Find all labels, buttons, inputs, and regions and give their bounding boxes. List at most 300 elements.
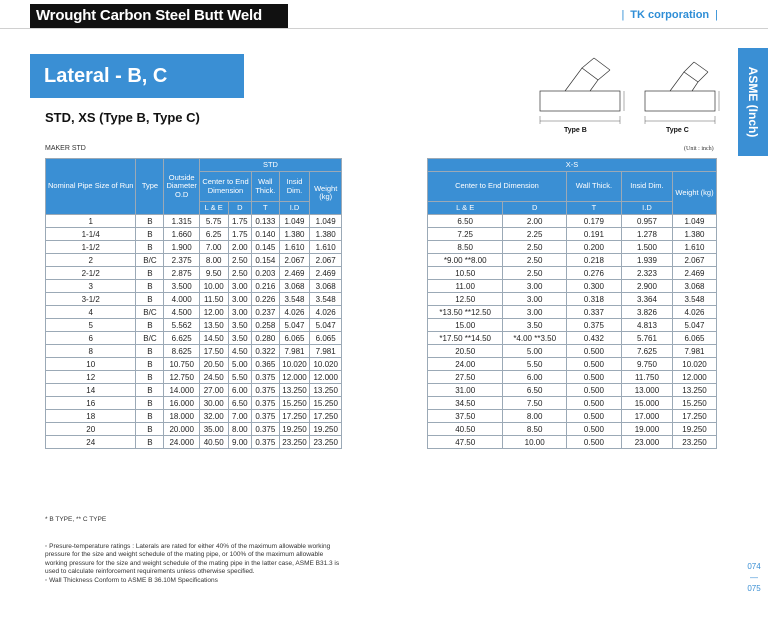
table-cell: 5.00 — [228, 358, 252, 371]
table-cell: 2.50 — [228, 267, 252, 280]
table-row — [46, 241, 342, 254]
table-cell: 10.020 — [279, 358, 310, 371]
table-cell: 20 — [46, 423, 136, 436]
table-cell: 6.625 — [164, 332, 199, 345]
table-cell: 8.50 — [503, 423, 567, 436]
table-cell: 0.337 — [566, 306, 621, 319]
table-cell: B — [136, 358, 164, 371]
table-cell: B — [136, 215, 164, 228]
table-cell: 5.00 — [503, 345, 567, 358]
maker-label: MAKER STD — [45, 145, 86, 152]
table-cell: 3.00 — [503, 306, 567, 319]
table-cell: 1.049 — [673, 215, 717, 228]
table-cell: 7.625 — [621, 345, 672, 358]
table-row — [428, 358, 717, 371]
table-cell: B — [136, 410, 164, 423]
table-cell: *17.50 **14.50 — [428, 332, 503, 345]
type-b-label: Type B — [564, 127, 587, 134]
table-cell: 0.375 — [252, 436, 280, 449]
table-cell: 0.500 — [566, 397, 621, 410]
table-cell: 8.00 — [503, 410, 567, 423]
table-cell: 3.548 — [310, 293, 342, 306]
page-number-right: 075 — [747, 583, 761, 593]
header-insid: Insid Dim. — [279, 172, 310, 202]
table-cell: 12.50 — [428, 293, 503, 306]
header-center: Center to End Dimension — [199, 172, 251, 202]
table-cell: 19.250 — [310, 423, 342, 436]
header-std: STD — [199, 159, 341, 172]
table-cell: 14 — [46, 384, 136, 397]
table-cell: 10.00 — [199, 280, 228, 293]
document-banner — [30, 4, 288, 48]
table-cell: B — [136, 241, 164, 254]
table-cell: *9.00 **8.00 — [428, 254, 503, 267]
table-cell: 4.026 — [673, 306, 717, 319]
table-cell: 12.000 — [673, 371, 717, 384]
header-od: Outside Diameter O.D — [164, 159, 199, 215]
asme-side-tab — [738, 48, 768, 156]
table-cell: 3.068 — [279, 280, 310, 293]
remarks-block — [45, 543, 345, 585]
table-row — [428, 436, 717, 449]
table-cell: 6.065 — [310, 332, 342, 345]
table-row — [428, 397, 717, 410]
table-cell: 27.00 — [199, 384, 228, 397]
table-cell: 0.145 — [252, 241, 280, 254]
section-title-text: Lateral - B, C — [44, 65, 168, 87]
table-cell: 0.276 — [566, 267, 621, 280]
unit-note: (Unit : inch) — [684, 146, 714, 152]
table-row — [428, 228, 717, 241]
table-cell: B — [136, 267, 164, 280]
table-cell: 4.026 — [279, 306, 310, 319]
table-cell: 18.000 — [164, 410, 199, 423]
type-b-drawing — [540, 58, 624, 124]
table-cell: 0.154 — [252, 254, 280, 267]
table-cell: 15.00 — [428, 319, 503, 332]
table-cell: 23.000 — [621, 436, 672, 449]
table-cell: 0.300 — [566, 280, 621, 293]
table-cell: 4 — [46, 306, 136, 319]
std-table — [45, 158, 342, 449]
remark-pressure: ◦ Presure-temperature ratings : Laterals are rated for either 40% of the maximum allowable working pressure for the size and weight schedule of the mating pipe, or 100% of the maximum allowable working pressure for the size and weight schedule of the mating pipe in the latter case, ASME B31.3 is used to calculate reinforcement requirements unless otherwise specified. — [45, 543, 340, 576]
table-cell: 13.250 — [279, 384, 310, 397]
table-cell: 6.00 — [228, 384, 252, 397]
table-cell: 5.047 — [310, 319, 342, 332]
table-row — [428, 306, 717, 319]
table-cell: 3.364 — [621, 293, 672, 306]
table-cell: 1.315 — [164, 215, 199, 228]
xs-header-weight: Weight (kg) — [673, 172, 717, 215]
table-cell: 24 — [46, 436, 136, 449]
header-weight: Weight (kg) — [310, 172, 342, 215]
table-cell: 0.500 — [566, 410, 621, 423]
table-cell: 1.610 — [279, 241, 310, 254]
table-cell: 34.50 — [428, 397, 503, 410]
section-title — [30, 54, 244, 98]
table-row — [428, 293, 717, 306]
table-row — [46, 371, 342, 384]
header-wall: Wall Thick. — [252, 172, 280, 202]
table-row — [46, 332, 342, 345]
table-cell: 13.250 — [310, 384, 342, 397]
table-row — [46, 306, 342, 319]
table-cell: 10.020 — [673, 358, 717, 371]
table-cell: 8 — [46, 345, 136, 358]
table-cell: 0.500 — [566, 384, 621, 397]
table-cell: 6.065 — [673, 332, 717, 345]
table-cell: *4.00 **3.50 — [503, 332, 567, 345]
table-cell: 10.50 — [428, 267, 503, 280]
table-cell: 2.900 — [621, 280, 672, 293]
table-cell: 0.500 — [566, 345, 621, 358]
table-cell: 1.049 — [310, 215, 342, 228]
table-cell: 0.500 — [566, 371, 621, 384]
table-cell: 6.50 — [503, 384, 567, 397]
table-cell: 0.432 — [566, 332, 621, 345]
table-cell: 7.50 — [503, 397, 567, 410]
table-cell: B — [136, 319, 164, 332]
table-row — [428, 215, 717, 228]
table-cell: 0.226 — [252, 293, 280, 306]
table-cell: 0.191 — [566, 228, 621, 241]
xs-header-id: I.D — [621, 202, 672, 215]
xs-header-center: Center to End Dimension — [428, 172, 567, 202]
page-dash: — — [750, 572, 758, 582]
table-cell: 1.939 — [621, 254, 672, 267]
header-d: D — [228, 202, 252, 215]
std-table-body — [46, 215, 342, 449]
table-cell: 11.00 — [428, 280, 503, 293]
table-row — [46, 397, 342, 410]
table-cell: 0.140 — [252, 228, 280, 241]
table-cell: 17.250 — [310, 410, 342, 423]
table-cell: 9.750 — [621, 358, 672, 371]
lateral-diagram — [520, 46, 750, 136]
divider-left: | — [621, 9, 625, 21]
table-cell: 3.50 — [228, 319, 252, 332]
table-cell: 15.000 — [621, 397, 672, 410]
xs-header-insid: Insid Dim. — [621, 172, 672, 202]
table-cell: 2.323 — [621, 267, 672, 280]
table-cell: 0.375 — [252, 423, 280, 436]
table-cell: 14.000 — [164, 384, 199, 397]
table-cell: 2.50 — [503, 241, 567, 254]
table-cell: 8.625 — [164, 345, 199, 358]
table-cell: 23.250 — [279, 436, 310, 449]
table-cell: 1-1/4 — [46, 228, 136, 241]
table-row — [46, 345, 342, 358]
table-cell: B — [136, 280, 164, 293]
table-cell: 10.00 — [503, 436, 567, 449]
table-cell: 7.00 — [228, 410, 252, 423]
table-cell: 7.25 — [428, 228, 503, 241]
table-cell: 5.047 — [279, 319, 310, 332]
table-cell: 14.50 — [199, 332, 228, 345]
table-cell: 5.761 — [621, 332, 672, 345]
table-cell: 2.00 — [228, 241, 252, 254]
table-cell: 7.981 — [310, 345, 342, 358]
table-cell: 11.750 — [621, 371, 672, 384]
table-cell: 6 — [46, 332, 136, 345]
table-cell: B — [136, 371, 164, 384]
table-cell: 37.50 — [428, 410, 503, 423]
table-cell: 1.900 — [164, 241, 199, 254]
table-cell: 2.50 — [503, 254, 567, 267]
table-cell: 3.50 — [503, 319, 567, 332]
table-cell: 9.00 — [228, 436, 252, 449]
table-cell: 0.365 — [252, 358, 280, 371]
table-cell: 2-1/2 — [46, 267, 136, 280]
table-cell: 31.00 — [428, 384, 503, 397]
table-cell: 23.250 — [673, 436, 717, 449]
table-cell: 30.00 — [199, 397, 228, 410]
table-cell: 6.065 — [279, 332, 310, 345]
table-cell: B/C — [136, 306, 164, 319]
table-cell: 3.50 — [228, 332, 252, 345]
table-row — [46, 319, 342, 332]
table-cell: 5.562 — [164, 319, 199, 332]
table-row — [46, 358, 342, 371]
table-cell: 20.50 — [199, 358, 228, 371]
divider-right: | — [715, 9, 718, 21]
table-cell: 5.50 — [503, 358, 567, 371]
table-cell: 10.750 — [164, 358, 199, 371]
table-row — [428, 267, 717, 280]
table-cell: 16 — [46, 397, 136, 410]
table-cell: 3.500 — [164, 280, 199, 293]
table-cell: 0.375 — [252, 384, 280, 397]
table-cell: 2.00 — [503, 215, 567, 228]
table-cell: 15.250 — [310, 397, 342, 410]
table-cell: 2.067 — [673, 254, 717, 267]
table-cell: 24.50 — [199, 371, 228, 384]
table-cell: 2.50 — [503, 267, 567, 280]
table-cell: 13.50 — [199, 319, 228, 332]
table-cell: 0.200 — [566, 241, 621, 254]
table-cell: 0.179 — [566, 215, 621, 228]
table-cell: B — [136, 228, 164, 241]
table-cell: 35.00 — [199, 423, 228, 436]
table-cell: 12 — [46, 371, 136, 384]
table-cell: 13.000 — [621, 384, 672, 397]
table-cell: 0.218 — [566, 254, 621, 267]
table-cell: 2.067 — [279, 254, 310, 267]
table-cell: 20.000 — [164, 423, 199, 436]
table-cell: 11.50 — [199, 293, 228, 306]
table-cell: 18 — [46, 410, 136, 423]
table-cell: 32.00 — [199, 410, 228, 423]
table-cell: 0.500 — [566, 436, 621, 449]
table-cell: 10 — [46, 358, 136, 371]
table-cell: 3 — [46, 280, 136, 293]
table-cell: 5.047 — [673, 319, 717, 332]
table-cell: 3.548 — [673, 293, 717, 306]
table-cell: 2.25 — [503, 228, 567, 241]
table-cell: 7.981 — [673, 345, 717, 358]
table-cell: 5.50 — [228, 371, 252, 384]
table-cell: 16.000 — [164, 397, 199, 410]
xs-table — [427, 158, 717, 449]
table-cell: 0.322 — [252, 345, 280, 358]
page-numbers — [740, 562, 768, 594]
table-cell: 2.875 — [164, 267, 199, 280]
table-row — [428, 280, 717, 293]
table-cell: 2.469 — [310, 267, 342, 280]
header-nominal: Nominal Pipe Size of Run — [46, 159, 136, 215]
table-row — [46, 436, 342, 449]
table-row — [428, 384, 717, 397]
table-row — [46, 280, 342, 293]
table-cell: 8.50 — [428, 241, 503, 254]
table-cell: 0.318 — [566, 293, 621, 306]
table-cell: B — [136, 423, 164, 436]
table-cell: 10.020 — [310, 358, 342, 371]
table-cell: 15.250 — [673, 397, 717, 410]
table-cell: 3.548 — [279, 293, 310, 306]
side-tab-label: ASME (Inch) — [746, 66, 760, 138]
table-cell: 7.981 — [279, 345, 310, 358]
table-cell: B/C — [136, 254, 164, 267]
table-cell: 8.00 — [199, 254, 228, 267]
table-cell: 4.026 — [310, 306, 342, 319]
table-row — [46, 267, 342, 280]
table-cell: 1.049 — [279, 215, 310, 228]
table-cell: 4.813 — [621, 319, 672, 332]
section-subtitle: STD, XS (Type B, Type C) — [45, 110, 200, 125]
header-id: I.D — [279, 202, 310, 215]
header-le: L & E — [199, 202, 228, 215]
company-name: TK corporation — [630, 9, 710, 21]
xs-table-body — [428, 215, 717, 449]
table-cell: 1.380 — [310, 228, 342, 241]
table-cell: 3-1/2 — [46, 293, 136, 306]
table-row — [46, 228, 342, 241]
table-row — [428, 410, 717, 423]
table-cell: 17.250 — [673, 410, 717, 423]
xs-header-wall: Wall Thick. — [566, 172, 621, 202]
table-cell: 0.957 — [621, 215, 672, 228]
table-cell: 12.000 — [279, 371, 310, 384]
table-cell: 0.500 — [566, 358, 621, 371]
header-t: T — [252, 202, 280, 215]
table-cell: 1.610 — [673, 241, 717, 254]
table-cell: 0.216 — [252, 280, 280, 293]
table-cell: 3.00 — [503, 280, 567, 293]
table-cell: 2.469 — [279, 267, 310, 280]
table-cell: 8.00 — [228, 423, 252, 436]
table-cell: 13.250 — [673, 384, 717, 397]
table-row — [46, 384, 342, 397]
header-rule — [0, 28, 768, 29]
table-cell: 23.250 — [310, 436, 342, 449]
table-cell: 0.375 — [252, 410, 280, 423]
table-cell: 1.75 — [228, 228, 252, 241]
table-row — [428, 332, 717, 345]
table-cell: 2.375 — [164, 254, 199, 267]
table-row — [46, 293, 342, 306]
table-cell: 4.000 — [164, 293, 199, 306]
table-row — [46, 423, 342, 436]
table-cell: 7.00 — [199, 241, 228, 254]
table-cell: 24.00 — [428, 358, 503, 371]
table-cell: 1.660 — [164, 228, 199, 241]
table-cell: 1.75 — [228, 215, 252, 228]
table-cell: 3.00 — [228, 293, 252, 306]
table-cell: 0.258 — [252, 319, 280, 332]
table-cell: 27.50 — [428, 371, 503, 384]
table-row — [46, 410, 342, 423]
table-cell: 19.250 — [673, 423, 717, 436]
table-cell: 1 — [46, 215, 136, 228]
table-cell: 19.000 — [621, 423, 672, 436]
page-number-left: 074 — [747, 562, 761, 571]
table-cell: 1.380 — [279, 228, 310, 241]
table-row — [46, 215, 342, 228]
table-cell: B — [136, 293, 164, 306]
table-cell: 6.00 — [503, 371, 567, 384]
table-cell: 0.375 — [252, 371, 280, 384]
table-cell: 0.237 — [252, 306, 280, 319]
table-cell: 5 — [46, 319, 136, 332]
table-cell: B — [136, 384, 164, 397]
table-cell: B — [136, 436, 164, 449]
table-row — [428, 241, 717, 254]
table-cell: 15.250 — [279, 397, 310, 410]
table-cell: 3.00 — [228, 306, 252, 319]
table-cell: 0.375 — [252, 397, 280, 410]
table-row — [428, 423, 717, 436]
table-cell: 12.00 — [199, 306, 228, 319]
table-cell: 47.50 — [428, 436, 503, 449]
xs-header-d: D — [503, 202, 567, 215]
table-cell: 17.50 — [199, 345, 228, 358]
table-cell: 17.000 — [621, 410, 672, 423]
table-cell: 0.280 — [252, 332, 280, 345]
table-cell: 24.000 — [164, 436, 199, 449]
header-type: Type — [136, 159, 164, 215]
remark-wall: ◦ Wall Thickness Conform to ASME B 36.10M Specifications — [45, 576, 218, 584]
table-row — [428, 345, 717, 358]
table-cell: 3.826 — [621, 306, 672, 319]
type-c-drawing — [645, 62, 719, 124]
table-row — [428, 319, 717, 332]
type-c-label: Type C — [666, 127, 689, 134]
table-cell: 0.375 — [566, 319, 621, 332]
table-cell: 6.50 — [228, 397, 252, 410]
table-cell: 9.50 — [199, 267, 228, 280]
table-cell: 3.00 — [503, 293, 567, 306]
table-cell: 19.250 — [279, 423, 310, 436]
table-cell: 40.50 — [428, 423, 503, 436]
table-cell: 0.500 — [566, 423, 621, 436]
company-label — [615, 9, 724, 21]
table-cell: 3.068 — [310, 280, 342, 293]
table-cell: 1.278 — [621, 228, 672, 241]
table-cell: B — [136, 345, 164, 358]
xs-header-le: L & E — [428, 202, 503, 215]
table-cell: 0.203 — [252, 267, 280, 280]
table-cell: 4.50 — [228, 345, 252, 358]
table-cell: 5.75 — [199, 215, 228, 228]
type-note: * B TYPE, ** C TYPE — [45, 516, 107, 523]
xs-header-t: T — [566, 202, 621, 215]
table-cell: 2.50 — [228, 254, 252, 267]
table-row — [428, 371, 717, 384]
table-cell: 20.50 — [428, 345, 503, 358]
table-cell: B/C — [136, 332, 164, 345]
table-cell: *13.50 **12.50 — [428, 306, 503, 319]
